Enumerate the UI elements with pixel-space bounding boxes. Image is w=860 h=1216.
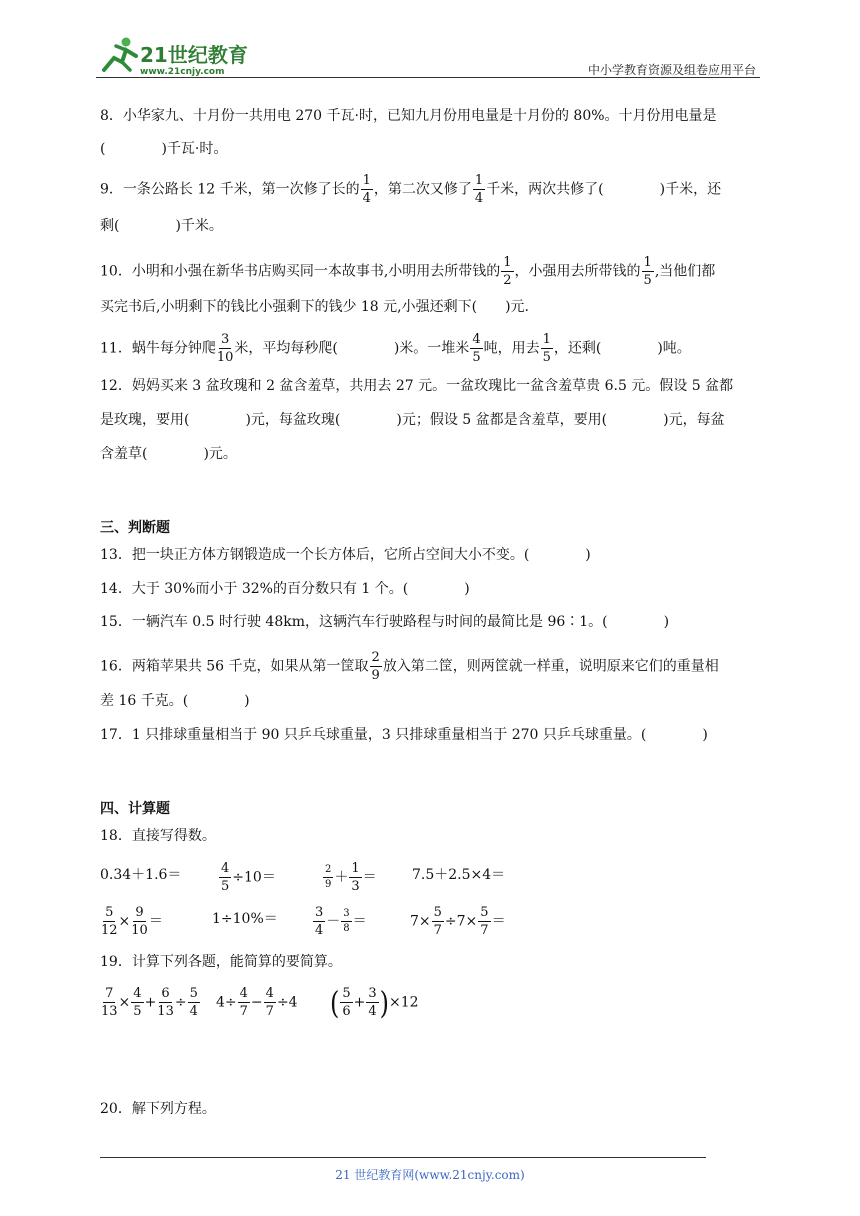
q16-line1: 16．两箱苹果共 56 千克，如果从第一筐取 $\frac{2}{9}$ 放入第二筐，则两筐就一样重，说明原来它们的重量相 (100, 650, 719, 683)
q18-title: 18．直接写得数。 (100, 828, 216, 844)
fraction: $\frac{4}{5}$ (472, 332, 481, 365)
q12-line2: 是玫瑰，要用( )元，每盆玫瑰( )元；假设 5 盆都是含羞草，要用( )元，每盆 (100, 412, 725, 428)
fraction: $\frac{4}{5}$ (133, 986, 142, 1019)
q19-expr1: $\frac{7}{13}$ × $\frac{4}{5}$ + $\frac{6}{13}$ ÷ $\frac{5}{4}$ (101, 986, 198, 1019)
q20: 20．解下列方程。 (100, 1101, 216, 1117)
q9-line2: 剩( )千米。 (100, 218, 223, 234)
fraction: $\frac{1}{4}$ (474, 173, 484, 206)
section-judgement-title: 三、判断题 (100, 520, 170, 536)
footer-link[interactable]: 21 世纪教育网(www.21cnjy.com) (335, 1168, 525, 1182)
footer-divider (100, 1157, 706, 1158)
fraction: $\frac{3}{4}$ (315, 905, 324, 938)
fraction: $\frac{2}{9}$ (325, 864, 332, 890)
q18-r2c3: $\frac{3}{4}$ － $\frac{3}{8}$ ＝ (315, 905, 367, 938)
q17: 17．1 只排球重量相当于 90 只乒乓球重量，3 只排球重量相当于 270 只乒乓球重量。( ) (100, 727, 708, 743)
q12-line1: 12．妈妈买来 3 盆玫瑰和 2 盆含羞草，共用去 27 元。一盆玫瑰比一盆含羞草贵 6.5 元。假设 5 盆都 (100, 378, 734, 394)
fraction: $\frac{4}{5}$ (221, 861, 230, 894)
runner-icon (104, 38, 136, 71)
q18-r1c4: 7.5＋2.5×4＝ (412, 867, 506, 883)
fraction: $\frac{9}{10}$ (131, 905, 148, 938)
site-logo (96, 36, 266, 78)
fraction: $\frac{4}{7}$ (239, 986, 248, 1019)
q8-line2: ( )千瓦·时。 (100, 141, 228, 157)
platform-name: 中小学教育资源及组卷应用平台 (587, 63, 756, 77)
fraction: $\frac{6}{13}$ (157, 986, 174, 1019)
q18-r2c1: $\frac{5}{12}$ × $\frac{9}{10}$ ＝ (101, 905, 163, 938)
logo-url: www.21cnjy.com (140, 67, 225, 77)
section-calculation-title: 四、计算题 (100, 801, 170, 817)
q16-line2: 差 16 千克。( ) (100, 693, 250, 709)
fraction: $\frac{5}{6}$ (342, 986, 351, 1019)
q19-expr2: 4÷ $\frac{4}{7}$ − $\frac{4}{7}$ ÷4 (216, 986, 298, 1019)
fraction: $\frac{5}{7}$ (480, 905, 489, 938)
q14: 14．大于 30%而小于 32%的百分数只有 1 个。( ) (100, 581, 470, 597)
fraction: $\frac{3}{4}$ (368, 986, 377, 1019)
logo-text: 21世纪教育 (140, 43, 248, 67)
q11-line: 11．蜗牛每分钟爬 $\frac{3}{10}$ 米，平均每秒爬( )米。一堆米 $\frac{4}{5}$ 吨，用去 $\frac{1}{5}$ ，还剩( )吨。 (100, 332, 691, 365)
q9-line1: 9．一条公路长 12 千米，第一次修了长的 $\frac{1}{4}$ ，第二次又修了 $\frac{1}{4}$ 千米，两次共修了( )千米，还 (100, 173, 722, 206)
fraction: $\frac{1}{3}$ (351, 861, 360, 894)
fraction: $\frac{3}{8}$ (343, 908, 350, 934)
q13: 13．把一块正方体方钢锻造成一个长方体后，它所占空间大小不变。( ) (100, 547, 591, 563)
q12-line3: 含羞草( )元。 (100, 446, 237, 462)
q18-r2c4: 7× $\frac{5}{7}$ ÷7× $\frac{5}{7}$ ＝ (410, 905, 506, 938)
q18-r1c2: $\frac{4}{5}$ ÷10＝ (221, 861, 276, 894)
q18-r2c2: 1÷10%＝ (212, 911, 278, 927)
fraction: $\frac{4}{7}$ (265, 986, 274, 1019)
q18-r1c1: 0.34＋1.6＝ (100, 867, 182, 883)
fraction: $\frac{5}{7}$ (433, 905, 442, 938)
fraction: $\frac{1}{2}$ (503, 255, 512, 288)
q18-r1c3: $\frac{2}{9}$ ＋ $\frac{1}{3}$ ＝ (325, 861, 377, 894)
fraction: $\frac{5}{4}$ (189, 986, 198, 1019)
q8-line1: 8．小华家九、十月份一共用电 270 千瓦·时，已知九月份用电量是十月份的 80%。十月份用电量是 (100, 108, 717, 124)
fraction: $\frac{2}{9}$ (371, 650, 380, 683)
q10-line1: 10．小明和小强在新华书店购买同一本故事书,小明用去所带钱的 $\frac{1}{2}$ ，小强用去所带钱的 $\frac{1}{5}$ ,当他们都 (100, 255, 716, 288)
header-divider (96, 77, 760, 78)
fraction: $\frac{1}{4}$ (362, 173, 371, 206)
fraction: $\frac{1}{5}$ (643, 255, 652, 288)
q19-expr3: ( $\frac{5}{6}$ + $\frac{3}{4}$ )×12 (330, 984, 419, 1021)
fraction: $\frac{1}{5}$ (542, 332, 551, 365)
q15: 15．一辆汽车 0.5 时行驶 48km，这辆汽车行驶路程与时间的最简比是 96∶1。( ) (100, 614, 670, 630)
fraction: $\frac{5}{12}$ (101, 905, 118, 938)
q19-title: 19．计算下列各题，能简算的要简算。 (100, 954, 342, 970)
q10-line2: 买完书后,小明剩下的钱比小强剩下的钱少 18 元,小强还剩下( )元. (100, 299, 529, 315)
fraction: $\frac{7}{13}$ (101, 986, 118, 1019)
fraction: $\frac{3}{10}$ (216, 332, 234, 365)
